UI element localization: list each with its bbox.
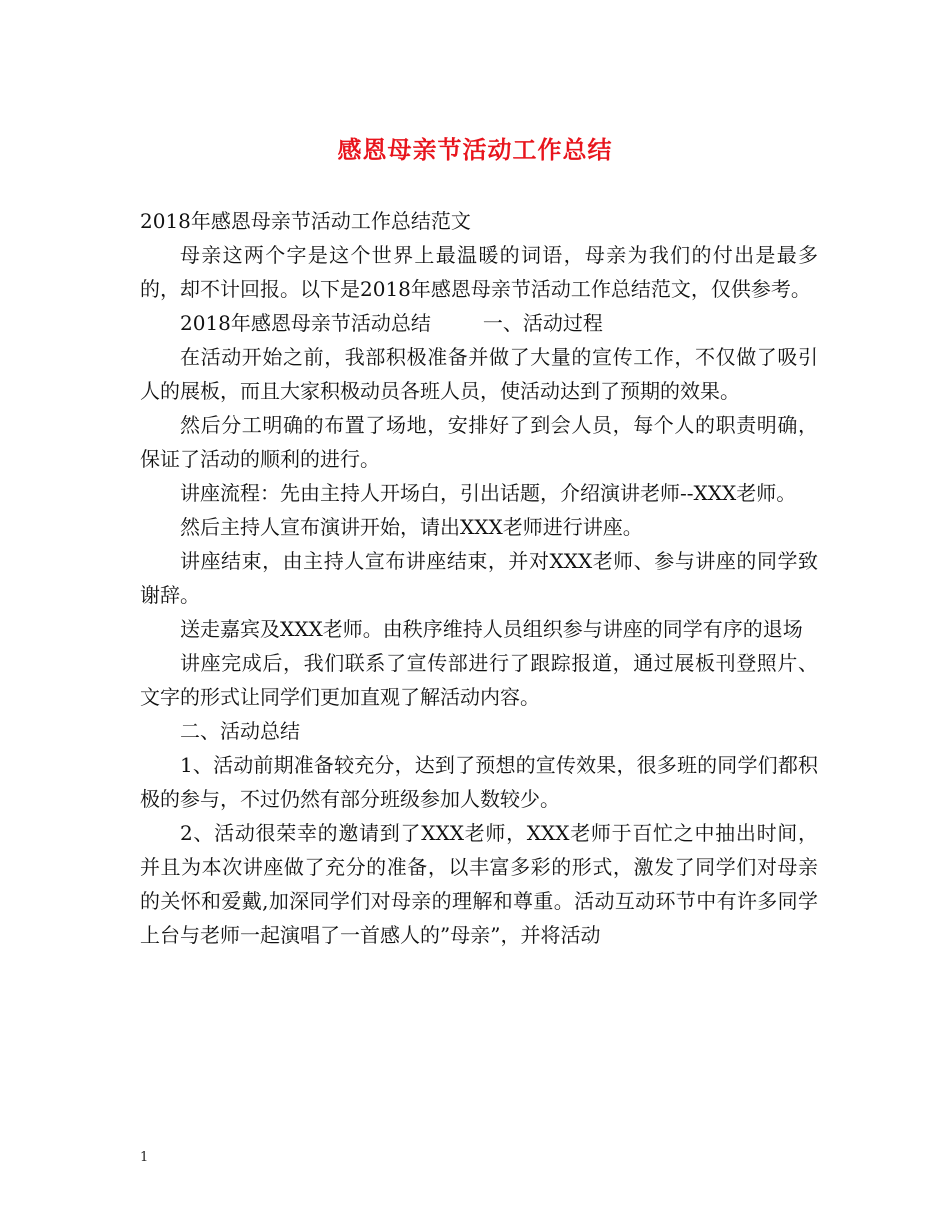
paragraph-arrangement: 然后分工明确的布置了场地，安排好了到会人员，每个人的职责明确，保证了活动的顺利的进行。 [140,413,818,471]
section-heading-process: 一、活动过程 [482,311,603,335]
paragraph-lecture-flow: 讲座流程：先由主持人开场白，引出话题，介绍演讲老师--XXX老师。 [180,481,797,505]
paragraph-lecture-start: 然后主持人宣布演讲开始，请出XXX老师进行讲座。 [180,515,643,539]
document-body [140,204,818,952]
paragraph-report: 讲座完成后，我们联系了宣传部进行了跟踪报道，通过展板刊登照片、文字的形式让同学们更加直观了解活动内容。 [140,651,818,709]
paragraph-lecture-end: 讲座结束，由主持人宣布讲座结束，并对XXX老师、参与讲座的同学致谢辞。 [140,549,818,607]
document-title: 感恩母亲节活动工作总结 [337,135,613,164]
section-heading-line [140,306,818,340]
document-subtitle: 2018年感恩母亲节活动工作总结范文 [140,209,471,233]
paragraph-summary-2: 2、活动很荣幸的邀请到了XXX老师，XXX老师于百忙之中抽出时间，并且为本次讲座做了充分的准备，以丰富多彩的形式，激发了同学们对母亲的关怀和爱戴,加深同学们对母亲的理解和尊重。活动互动环节中有许多同学上台与老师一起演唱了一首感人的”母亲”，并将活动 [140,821,818,947]
paragraph-exit: 送走嘉宾及XXX老师。由秩序维持人员组织参与讲座的同学有序的退场 [180,617,803,641]
page-number: 1 [140,1150,149,1165]
paragraph-preparation: 在活动开始之前，我部积极准备并做了大量的宣传工作，不仅做了吸引人的展板，而且大家积极动员各班人员，使活动达到了预期的效果。 [140,345,818,403]
intro-paragraph: 母亲这两个字是这个世界上最温暖的词语，母亲为我们的付出是最多的，却不计回报。以下是2018年感恩母亲节活动工作总结范文，仅供参考。 [140,243,818,301]
section-heading-summary-2: 二、活动总结 [180,719,300,743]
paragraph-summary-1: 1、活动前期准备较充分，达到了预想的宣传效果，很多班的同学们都积极的参与，不过仍然有部分班级参加人数较少。 [140,753,818,811]
section-heading-summary: 2018年感恩母亲节活动总结 [180,311,431,335]
